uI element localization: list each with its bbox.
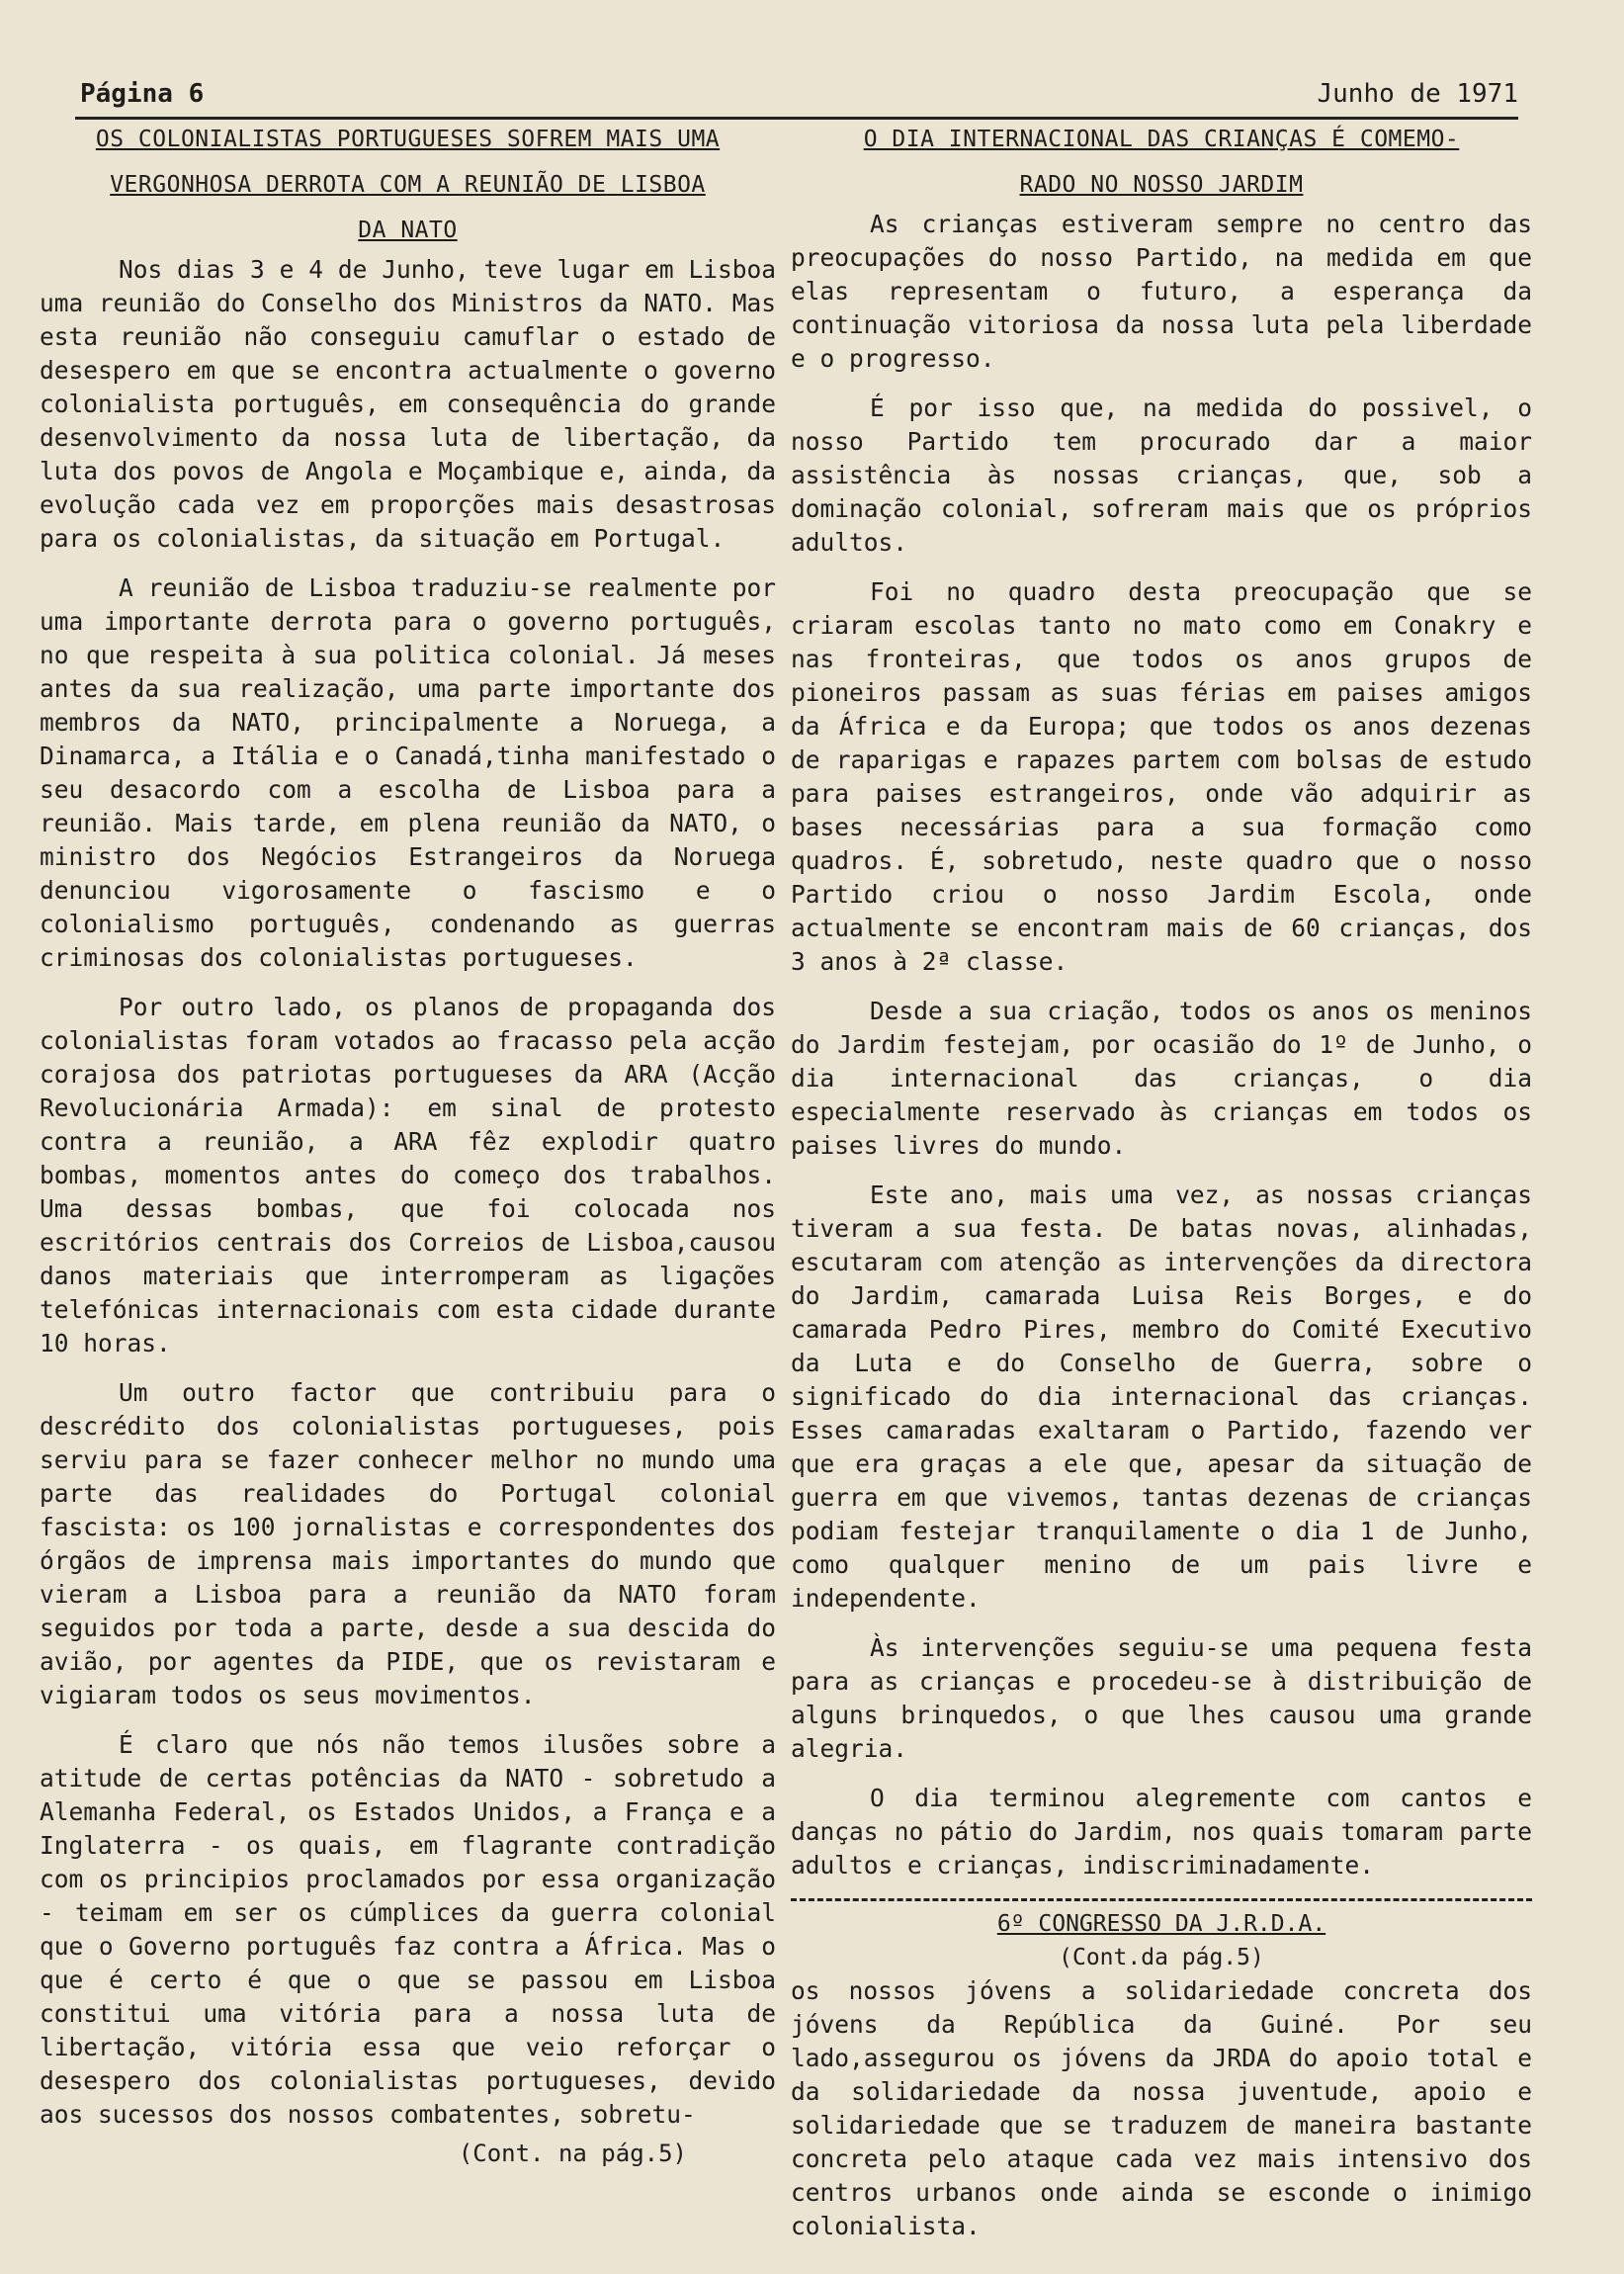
headline-line: RADO NO NOSSO JARDIM — [1019, 172, 1304, 198]
article-nato-lisbon — [40, 117, 776, 2167]
article-body — [40, 253, 776, 2132]
headline-line: OS COLONIALISTAS PORTUGUESES SOFREM MAIS UMA — [95, 127, 721, 152]
article-headline — [40, 117, 776, 253]
headline-line: DA NATO — [358, 218, 458, 243]
paragraph: A reunião de Lisboa traduziu-se realmente por uma importante derrota para o governo português, no que respeita à sua politica colonial. Já meses antes da sua realização, uma parte importante dos membros da NATO, principalmente a Noruega, a Dinamarca, a Itália e o Canadá,tinha manifestado o seu desacordo com a escolha de Lisboa para a reunião. Mais tarde, em plena reunião da NATO, o ministro dos Negócios Estrangeiros da Noruega denunciou vigorosamente o fascismo e o colonialismo português, condenando as guerras criminosas dos colonialistas portugueses. — [40, 573, 776, 972]
paragraph: É por isso que, na medida do possivel, o nosso Partido tem procurado dar a maior assistência às nossas crianças, que, sob a dominação colonial, sofreram mais que os próprios adultos. — [791, 394, 1532, 557]
continuation-note: (Cont. na pág.5) — [458, 2140, 687, 2167]
continued-article-body — [791, 1974, 1532, 2243]
paragraph: As crianças estiveram sempre no centro das preocupações do nosso Partido, na medida em que elas representam o futuro, a esperança da continuação vitoriosa da nossa luta pela liberdade e o progresso. — [791, 210, 1532, 373]
paragraph: O dia terminou alegremente com cantos e danças no pátio do Jardim, nos quais tomaram parte adultos e crianças, indiscriminadamente. — [791, 1784, 1532, 1880]
article-headline — [791, 117, 1532, 208]
paragraph: É claro que nós não temos ilusões sobre a atitude de certas potências da NATO - sobretudo a Alemanha Federal, os Estados Unidos, a França e a Inglaterra - os quais, em flagrante contradição com os principios proclamados por essa organização - teimam em ser os cúmplices da guerra colonial que o Governo português faz contra a África. Mas o que é certo é que o que se passou em Lisboa constitui uma vitória para a nossa luta de libertação, vitória essa que veio reforçar o desespero dos colonialistas portugueses, devido aos sucessos dos nossos combatentes, sobretu- — [40, 1730, 776, 2129]
article-childrens-day — [791, 117, 1532, 2243]
paragraph: Desde a sua criação, todos os anos os meninos do Jardim festejam, por ocasião do 1º de Junho, o dia internacional das crianças, o dia especialmente reservado às crianças em todos os paises livres do mundo. — [791, 997, 1532, 1160]
paragraph: Foi no quadro desta preocupação que se criaram escolas tanto no mato como em Conakry e nas fronteiras, que todos os anos grupos de pioneiros passam as suas férias em paises amigos da África e da Europa; que todos os anos dezenas de raparigas e rapazes partem com bolsas de estudo para paises estrangeiros, onde vão adquirir as bases necessárias para a sua formação como quadros. É, sobretudo, neste quadro que o nosso Partido criou o nosso Jardim Escola, onde actualmente se encontram mais de 60 crianças, dos 3 anos à 2ª classe. — [791, 577, 1532, 976]
section-divider — [791, 1898, 1532, 1901]
headline-line: O DIA INTERNACIONAL DAS CRIANÇAS É COMEMO- — [863, 127, 1460, 152]
paragraph: Um outro factor que contribuiu para o descrédito dos colonialistas portugueses, pois serviu para se fazer conhecer melhor no mundo uma parte das realidades do Portugal colonial fascista: os 100 jornalistas e correspondentes dos órgãos de imprensa mais importantes do mundo que vieram a Lisboa para a reunião da NATO foram seguidos por toda a parte, desde a sua descida do avião, por agentes da PIDE, que os revistaram e vigiaram todos os seus movimentos. — [40, 1378, 776, 1709]
continued-article-heading — [791, 1907, 1532, 1974]
paragraph: Nos dias 3 e 4 de Junho, teve lugar em Lisboa uma reunião do Conselho dos Ministros da NATO. Mas esta reunião não conseguiu camuflar o estado de desespero em que se encontra actualmente o governo colonialista português, em consequência do grande desenvolvimento da nossa luta de libertação, da luta dos povos de Angola e Moçambique e, ainda, da evolução cada vez em proporções mais desastrosas para os colonialistas, da situação em Portugal. — [40, 255, 776, 553]
paragraph: os nossos jóvens a solidariedade concreta dos jóvens da República da Guiné. Por seu lado,assegurou os jóvens da JRDA do apoio total e da solidariedade da nossa juventude, apoio e solidariedade que se traduzem de maneira bastante concreta pelo ataque cada vez mais intensivo dos centros urbanos onde ainda se esconde o inimigo colonialista. — [791, 1976, 1532, 2240]
issue-date: Junho de 1971 — [1317, 79, 1518, 109]
paragraph: Este ano, mais uma vez, as nossas crianças tiveram a sua festa. De batas novas, alinhadas, escutaram com atenção as intervenções da directora do Jardim, camarada Luisa Reis Borges, e do camarada Pedro Pires, membro do Comité Executivo da Luta e do Conselho de Guerra, sobre o significado do dia internacional das crianças. Esses camaradas exaltaram o Partido, fazendo ver que era graças a ele que, apesar da situação de guerra em que vivemos, tantas dezenas de crianças podiam festejar tranquilamente o dia 1 de Junho, como qualquer menino de um pais livre e independente. — [791, 1181, 1532, 1613]
page-header — [75, 75, 1518, 120]
paragraph: Por outro lado, os planos de propaganda dos colonialistas foram votados ao fracasso pela acção corajosa dos patriotas portugueses da ARA (Acção Revolucionária Armada): em sinal de protesto contra a reunião, a ARA fêz explodir quatro bombas, momentos antes do começo dos trabalhos. Uma dessas bombas, que foi colocada nos escritórios centrais dos Correios de Lisboa,causou danos materiais que interromperam as ligações telefónicas internacionais com esta cidade durante 10 horas. — [40, 993, 776, 1357]
continued-article-subtitle: (Cont.da pág.5) — [1059, 1945, 1264, 1970]
paragraph: Às intervenções seguiu-se uma pequena festa para as crianças e procedeu-se à distribuição de alguns brinquedos, o que lhes causou uma grande alegria. — [791, 1633, 1532, 1763]
headline-line: VERGONHOSA DERROTA COM A REUNIÃO DE LISBOA — [110, 172, 706, 198]
continued-article-title: 6º CONGRESSO DA J.R.D.A. — [996, 1911, 1326, 1937]
article-body — [791, 208, 1532, 1882]
page-number: Página 6 — [80, 79, 205, 109]
